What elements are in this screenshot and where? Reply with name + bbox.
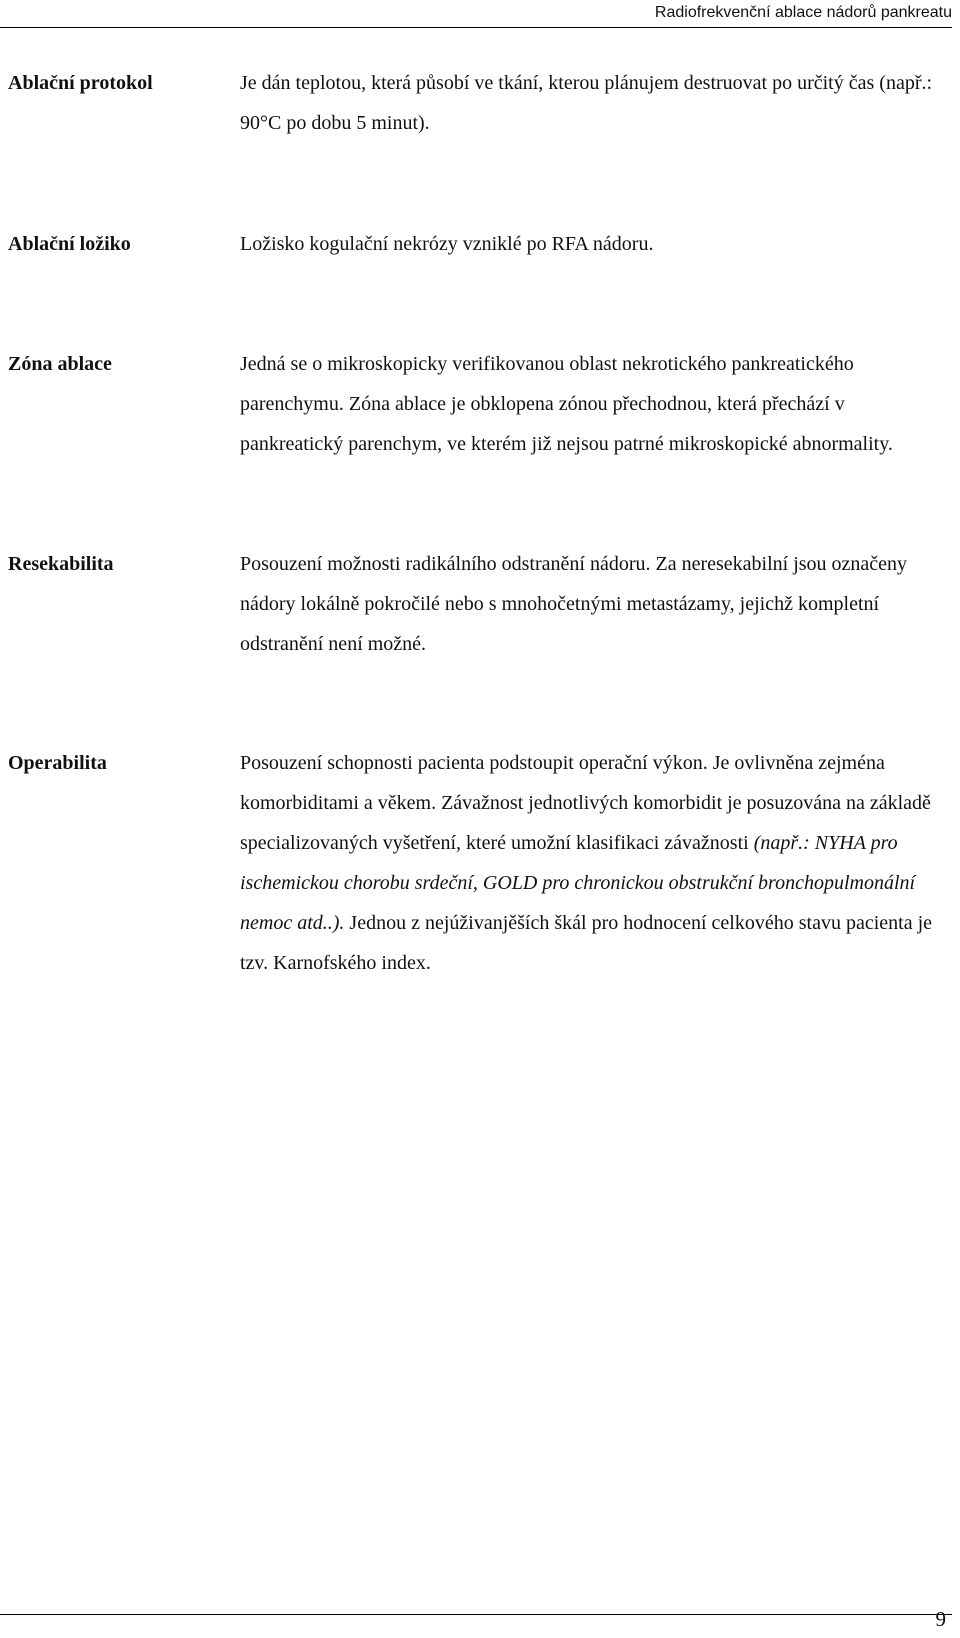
definition-operabilita <box>240 743 946 983</box>
term-zona-ablace: Zóna ablace <box>8 353 112 375</box>
definition-text: Posouzení možnosti radikálního odstranění nádoru. Za neresekabilní jsou označeny nádory lokálně pokročilé nebo s mnohočetnými metastázamy, jejichž kompletní odstranění není možné. <box>240 553 908 655</box>
running-header <box>0 0 952 28</box>
definition-resekabilita <box>240 544 946 664</box>
definition-italic-part: (např.: NYHA pro ischemickou chorobu srdeční, GOLD pro chronickou obstrukční bronchopulmonální nemoc atd..). <box>240 832 916 934</box>
definition-ablacni-loziko <box>240 224 946 264</box>
term-operabilita: Operabilita <box>8 752 107 774</box>
definition-plain-part: Posouzení schopnosti pacienta podstoupit operační výkon. Je ovlivněna zejména komorbiditami a věkem. Závažnost jednotlivých komorbidit je posuzována na základě specializovaných vyšetření, které umožní klasifikaci závažnosti <box>240 752 931 854</box>
definition-zona-ablace <box>240 344 946 464</box>
page-number: 9 <box>935 1607 946 1631</box>
definition-plain-part: Jednou z nejúživanjěších škál pro hodnocení celkového stavu pacienta je tzv. Karnofského index. <box>240 912 932 974</box>
footer-rule <box>0 1614 952 1615</box>
running-title: Radiofrekvenční ablace nádorů pankreatu <box>654 4 952 21</box>
term-ablacni-loziko: Ablační ložiko <box>8 233 131 255</box>
term-resekabilita: Resekabilita <box>8 553 114 575</box>
definition-text: Je dán teplotou, která působí ve tkání, kterou plánujem destruovat po určitý čas (např.: 90°C po dobu 5 minut). <box>240 72 933 134</box>
definition-ablacni-protokol <box>240 63 946 143</box>
term-ablacni-protokol: Ablační protokol <box>8 72 153 94</box>
definition-text <box>240 743 946 983</box>
definition-text: Jedná se o mikroskopicky verifikovanou oblast nekrotického pankreatického parenchymu. Zóna ablace je obklopena zónou přechodnou, která přechází v pankreatický parenchym, ve kterém již nejsou patrné mikroskopické abnormality. <box>240 353 893 455</box>
definition-text: Ložisko kogulační nekrózy vzniklé po RFA nádoru. <box>240 233 654 255</box>
